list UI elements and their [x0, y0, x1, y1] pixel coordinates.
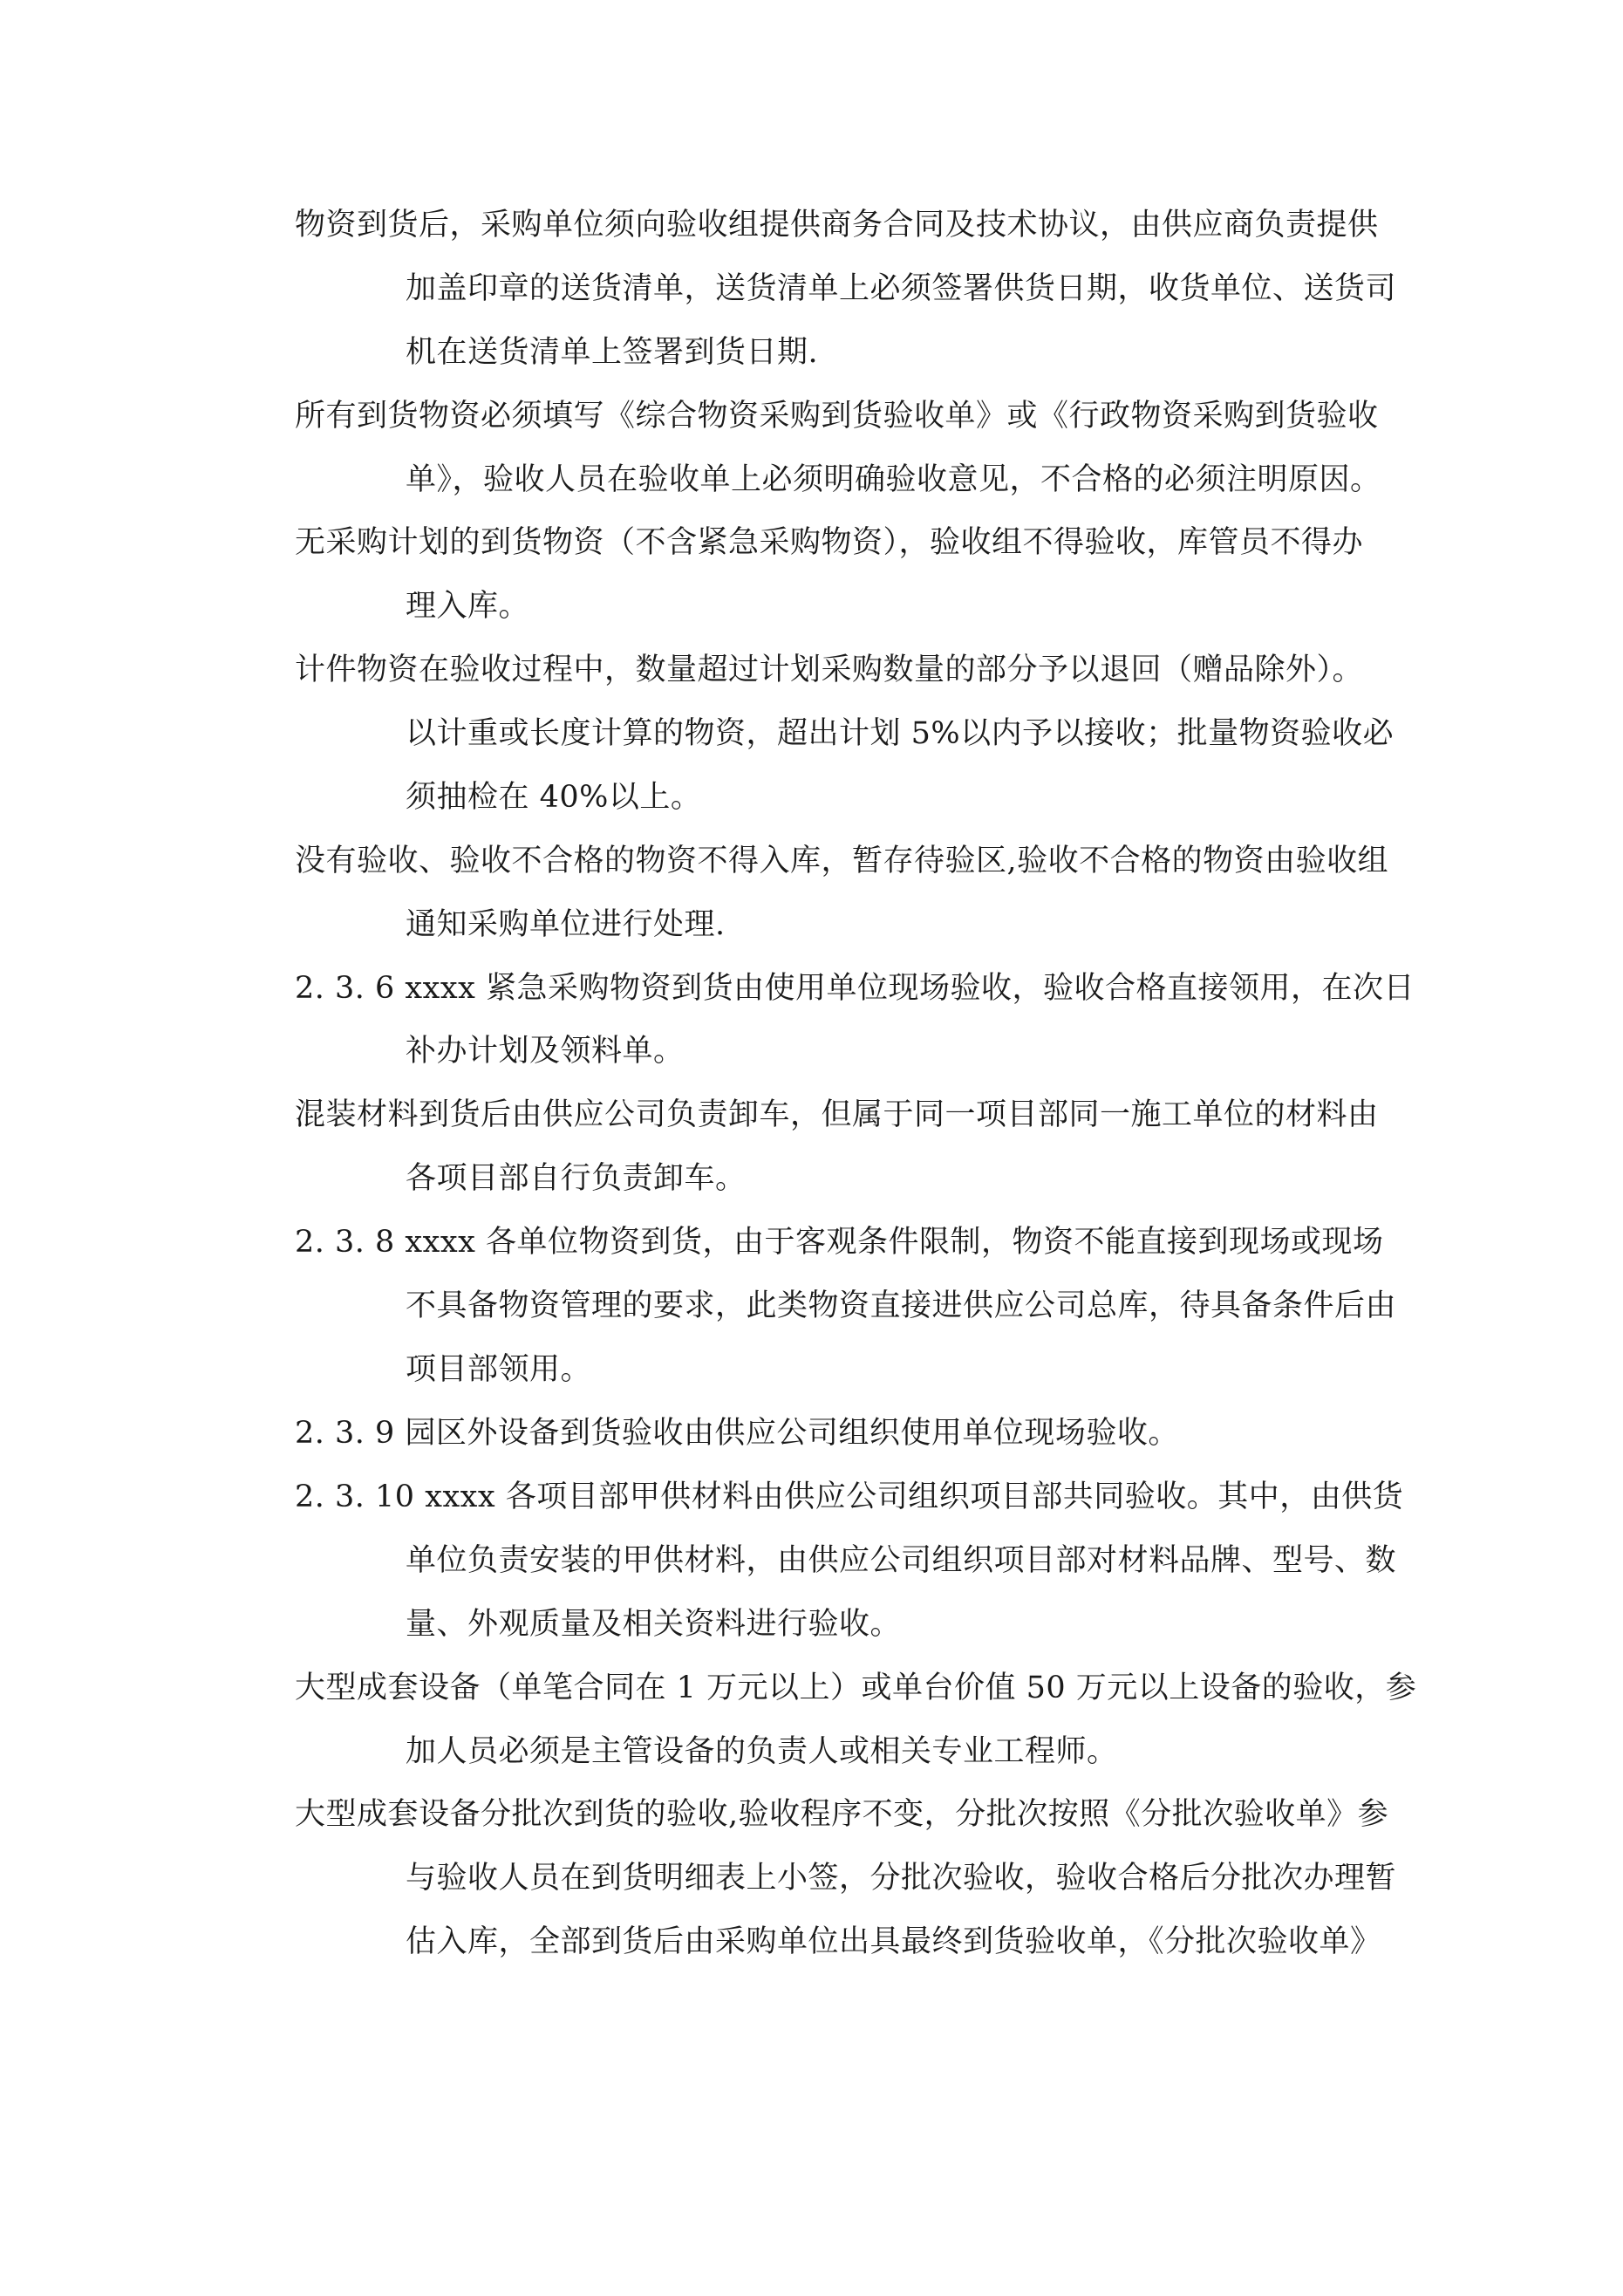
paragraph-3-line-2: 理入库。 [406, 589, 530, 624]
paragraph-5-line-2: 通知采购单位进行处理. [406, 907, 726, 942]
paragraph-6-line-2: 补办计划及领料单。 [406, 1034, 685, 1069]
paragraph-12-line-2: 与验收人员在到货明细表上小签，分批次验收，验收合格后分批次办理暂 [406, 1861, 1397, 1896]
paragraph-12-line-1: 大型成套设备分批次到货的验收,验收程序不变，分批次按照《分批次验收单》参 [295, 1797, 1389, 1832]
paragraph-8-line-1: 2. 3. 8 xxxx 各单位物资到货，由于客观条件限制，物资不能直接到现场或现场 [295, 1225, 1384, 1260]
paragraph-2-line-1: 所有到货物资必须填写《综合物资采购到货验收单》或《行政物资采购到货验收 [295, 399, 1379, 434]
paragraph-4-line-1: 计件物资在验收过程中，数量超过计划采购数量的部分予以退回（赠品除外）。 [295, 653, 1364, 687]
paragraph-4-line-2: 以计重或长度计算的物资，超出计划 5%以内予以接收；批量物资验收必 [406, 716, 1395, 751]
paragraph-12-line-3: 估入库，全部到货后由采购单位出具最终到货验收单，《分批次验收单》 [406, 1924, 1381, 1959]
paragraph-1-line-2: 加盖印章的送货清单，送货清单上必须签署供货日期，收货单位、送货司 [406, 271, 1397, 306]
paragraph-1-line-3: 机在送货清单上签署到货日期. [406, 335, 819, 370]
paragraph-1-line-1: 物资到货后，采购单位须向验收组提供商务合同及技术协议，由供应商负责提供 [295, 208, 1379, 243]
paragraph-4-line-3: 须抽检在 40%以上。 [406, 780, 702, 815]
paragraph-9-line-1: 2. 3. 9 园区外设备到货验收由供应公司组织使用单位现场验收。 [295, 1416, 1179, 1451]
paragraph-10-line-1: 2. 3. 10 xxxx 各项目部甲供材料由供应公司组织项目部共同验收。其中，由供货 [295, 1479, 1404, 1514]
paragraph-10-line-3: 量、外观质量及相关资料进行验收。 [406, 1607, 902, 1642]
paragraph-10-line-2: 单位负责安装的甲供材料，由供应公司组织项目部对材料品牌、型号、数 [406, 1543, 1397, 1578]
paragraph-11-line-1: 大型成套设备（单笔合同在 1 万元以上）或单台价值 50 万元以上设备的验收，参 [295, 1671, 1417, 1705]
paragraph-3-line-1: 无采购计划的到货物资（不含紧急采购物资），验收组不得验收，库管员不得办 [295, 525, 1364, 560]
paragraph-7-line-1: 混装材料到货后由供应公司负责卸车，但属于同一项目部同一施工单位的材料由 [295, 1097, 1379, 1132]
paragraph-8-line-2: 不具备物资管理的要求，此类物资直接进供应公司总库，待具备条件后由 [406, 1288, 1397, 1323]
paragraph-2-line-2: 单》，验收人员在验收单上必须明确验收意见，不合格的必须注明原因。 [406, 462, 1381, 497]
paragraph-8-line-3: 项目部领用。 [406, 1352, 592, 1387]
paragraph-6-line-1: 2. 3. 6 xxxx 紧急采购物资到货由使用单位现场验收，验收合格直接领用，在次日 [295, 971, 1415, 1006]
paragraph-5-line-1: 没有验收、验收不合格的物资不得入库，暂存待验区,验收不合格的物资由验收组 [295, 844, 1389, 878]
paragraph-7-line-2: 各项目部自行负责卸车。 [406, 1161, 747, 1196]
paragraph-11-line-2: 加人员必须是主管设备的负责人或相关专业工程师。 [406, 1734, 1118, 1769]
